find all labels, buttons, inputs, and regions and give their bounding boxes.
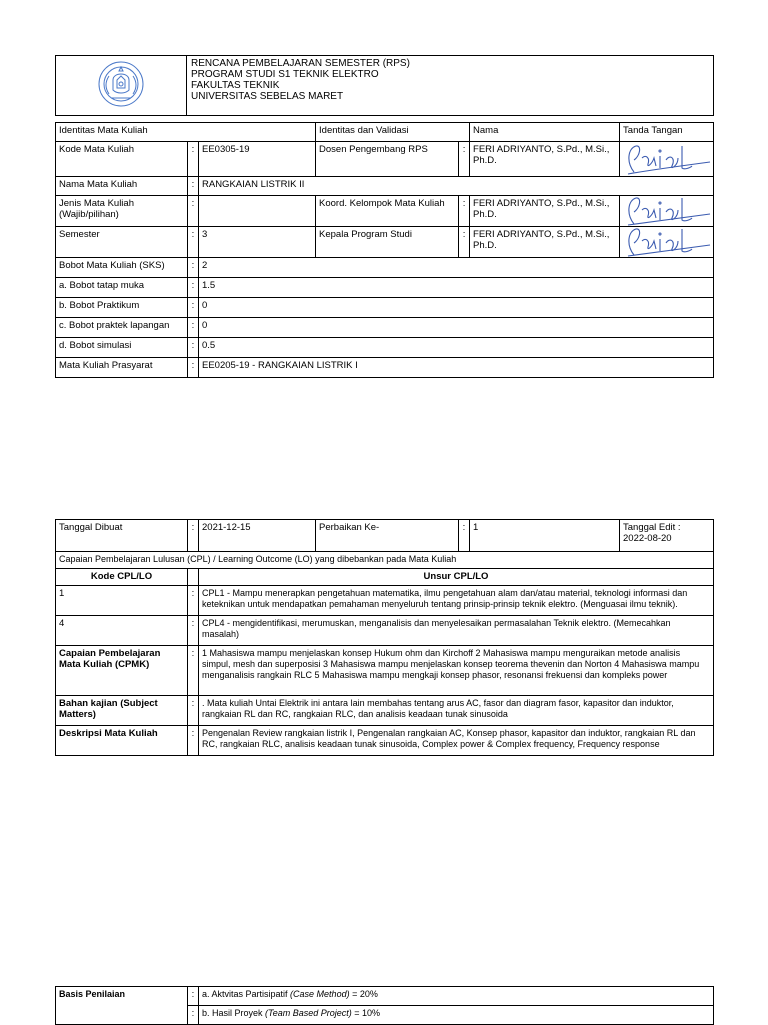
tanggal-label: Tanggal Dibuat <box>56 520 188 552</box>
university-logo-cell <box>56 56 187 116</box>
tatap-value: 1.5 <box>199 278 714 298</box>
penilaian-a-prefix: a. Aktvitas Partisipatif <box>202 989 291 999</box>
colon: : <box>188 586 199 616</box>
lapangan-value: 0 <box>199 318 714 338</box>
kode-value: EE0305-19 <box>199 142 316 177</box>
tanggal-edit-cell <box>620 520 714 552</box>
identity-table <box>55 122 714 378</box>
colon: : <box>188 616 199 646</box>
colon: : <box>188 696 199 726</box>
simulasi-value: 0.5 <box>199 338 714 358</box>
university-logo-icon <box>95 58 147 110</box>
signature-icon <box>620 227 712 257</box>
colon: : <box>188 196 199 227</box>
signature-cell <box>620 196 714 227</box>
colon: : <box>459 227 470 258</box>
colon: : <box>188 726 199 756</box>
cpmk-label: Capaian Pembelajaran Mata Kuliah (CPMK) <box>56 646 188 696</box>
tatap-label: a. Bobot tatap muka <box>56 278 188 298</box>
basis-penilaian-label: Basis Penilaian <box>56 987 188 1025</box>
colon: : <box>188 227 199 258</box>
perbaikan-value: 1 <box>470 520 620 552</box>
cpmk-text: 1 Mahasiswa mampu menjelaskan konsep Hukum ohm dan Kirchoff 2 Mahasiswa mampu menguraikan metode analisis simpul, mesh dan superposisi 3 Mahasiswa mampu menjelaskan konsep teorema thevenin dan Norton 4 Mahasiswa mampu menganalisis rangkain RLC 5 Mahasiswa mampu mengkaji konsep phasor, resonansi frekuensi dan kompleks power <box>199 646 714 696</box>
colon: : <box>459 196 470 227</box>
colon: : <box>459 142 470 177</box>
penilaian-item-a <box>199 987 714 1006</box>
colon: : <box>188 338 199 358</box>
ttd-header: Tanda Tangan <box>620 123 714 142</box>
penilaian-a-method: (Case Method) <box>290 989 350 999</box>
penilaian-item-b <box>199 1006 714 1025</box>
simulasi-label: d. Bobot simulasi <box>56 338 188 358</box>
colon: : <box>188 358 199 378</box>
colon: : <box>188 987 199 1006</box>
dosen-name: FERI ADRIYANTO, S.Pd., M.Si., Ph.D. <box>470 142 620 177</box>
nama-label: Nama Mata Kuliah <box>56 177 188 196</box>
prasyarat-label: Mata Kuliah Prasyarat <box>56 358 188 378</box>
edit-label: Tanggal Edit : <box>623 522 681 533</box>
signature-icon <box>620 196 712 226</box>
koord-name: FERI ADRIYANTO, S.Pd., M.Si., Ph.D. <box>470 196 620 227</box>
penilaian-a-suffix: = 20% <box>349 989 378 999</box>
deskripsi-label: Deskripsi Mata Kuliah <box>56 726 188 756</box>
identitas-header: Identitas Mata Kuliah <box>56 123 316 142</box>
lapangan-label: c. Bobot praktek lapangan <box>56 318 188 338</box>
cpl-table <box>55 519 714 756</box>
koord-label: Koord. Kelompok Mata Kuliah <box>316 196 459 227</box>
jenis-label: Jenis Mata Kuliah (Wajib/pilihan) <box>56 196 188 227</box>
tanggal-value: 2021-12-15 <box>199 520 316 552</box>
cpl1-text: CPL1 - Mampu menerapkan pengetahuan matematika, ilmu pengetahuan alam dan/atau material, teknologi informasi dan keteknikan untuk mendapatkan pemahaman menyeluruh tentang prinsip-prinsip teknik elektro. (Menguasai ilmu teknik). <box>199 586 714 616</box>
sks-label: Bobot Mata Kuliah (SKS) <box>56 258 188 278</box>
cpl4-text: CPL4 - mengidentifikasi, merumuskan, menganalisis dan menyelesaikan permasalahan Teknik elektro. (Memecahkan masalah) <box>199 616 714 646</box>
kode-cpl-header: Kode CPL/LO <box>56 569 188 586</box>
penilaian-b-method: (Team Based Project) <box>265 1008 352 1018</box>
validasi-header: Identitas dan Validasi <box>316 123 470 142</box>
nama-value: RANGKAIAN LISTRIK II <box>199 177 714 196</box>
signature-cell <box>620 227 714 258</box>
header-line-4: UNIVERSITAS SEBELAS MARET <box>191 91 344 102</box>
colon: : <box>188 646 199 696</box>
nama-header: Nama <box>470 123 620 142</box>
header-line-2: PROGRAM STUDI S1 TEKNIK ELEKTRO <box>191 69 379 80</box>
rps-header-table <box>55 55 714 116</box>
colon: : <box>188 298 199 318</box>
signature-cell <box>620 142 714 177</box>
bahan-text: . Mata kuliah Untai Elektrik ini antara lain membahas tentang arus AC, fasor dan diagram fasor, kapasitor dan induktor, rangkaian RL dan RC, rangkaian RLC, dan analisis keadaan tunak sinusoida <box>199 696 714 726</box>
edit-value: 2022-08-20 <box>623 533 672 544</box>
kaprodi-label: Kepala Program Studi <box>316 227 459 258</box>
colon: : <box>459 520 470 552</box>
kode-label: Kode Mata Kuliah <box>56 142 188 177</box>
jenis-value <box>199 196 316 227</box>
colon: : <box>188 258 199 278</box>
colon: : <box>188 520 199 552</box>
cpl4-code: 4 <box>56 616 188 646</box>
colon: : <box>188 177 199 196</box>
praktikum-label: b. Bobot Praktikum <box>56 298 188 318</box>
colon-blank <box>188 569 199 586</box>
header-line-1: RENCANA PEMBELAJARAN SEMESTER (RPS) <box>191 58 410 69</box>
cpl1-code: 1 <box>56 586 188 616</box>
bahan-label: Bahan kajian (Subject Matters) <box>56 696 188 726</box>
penilaian-b-prefix: b. Hasil Proyek <box>202 1008 266 1018</box>
colon: : <box>188 1006 199 1025</box>
prasyarat-value: EE0205-19 - RANGKAIAN LISTRIK I <box>199 358 714 378</box>
perbaikan-label: Perbaikan Ke- <box>316 520 459 552</box>
praktikum-value: 0 <box>199 298 714 318</box>
dosen-label: Dosen Pengembang RPS <box>316 142 459 177</box>
signature-icon <box>620 142 712 176</box>
header-line-3: FAKULTAS TEKNIK <box>191 80 280 91</box>
semester-value: 3 <box>199 227 316 258</box>
header-title-cell <box>187 56 714 116</box>
colon: : <box>188 318 199 338</box>
semester-label: Semester <box>56 227 188 258</box>
penilaian-table <box>55 986 714 1025</box>
deskripsi-text: Pengenalan Review rangkaian listrik I, Pengenalan rangkaian AC, Konsep phasor, kapasitor dan induktor, rangkaian RL dan RC, rangkaian RLC, analisis keadaan tunak sinusoida, Complex power & Complex frequency, Frequency response <box>199 726 714 756</box>
unsur-cpl-header: Unsur CPL/LO <box>199 569 714 586</box>
colon: : <box>188 278 199 298</box>
kaprodi-name: FERI ADRIYANTO, S.Pd., M.Si., Ph.D. <box>470 227 620 258</box>
colon: : <box>188 142 199 177</box>
cpl-caption: Capaian Pembelajaran Lulusan (CPL) / Learning Outcome (LO) yang dibebankan pada Mata Kuliah <box>56 552 714 569</box>
penilaian-b-suffix: = 10% <box>351 1008 381 1018</box>
sks-value: 2 <box>199 258 714 278</box>
